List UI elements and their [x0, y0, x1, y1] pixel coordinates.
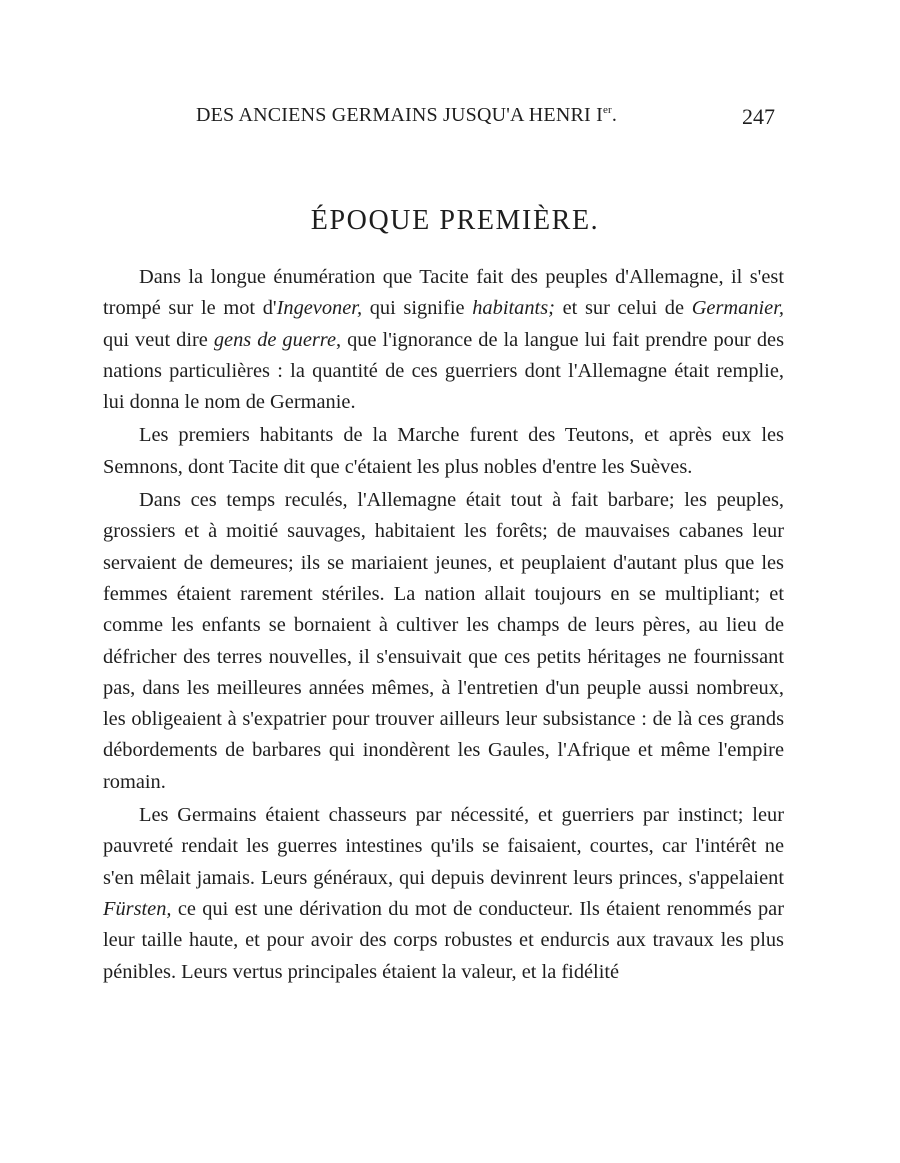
text-run: Les premiers habitants de la Marche furent des Teutons, et après eux les Semnons, dont Tacite dit que c'étaient les plus nobles d'entre les Suèves. — [103, 424, 784, 478]
text-run: , que l'ignorance de la langue lui fait prendre pour des nations particulières : la quantité de ces guerriers dont l'Allemagne était remplie, lui donna le nom de Germanie. — [103, 328, 785, 414]
text-run: ce qui est une dérivation du mot de conducteur. Ils étaient renommés par leur taille haute, et pour avoir des corps robustes et endurcis aux travaux les plus pénibles. Leurs vertus principales étaient la valeur, et la fidélité — [103, 897, 784, 983]
text-run: et sur celui de — [554, 297, 692, 320]
running-head-superscript: er — [602, 104, 612, 116]
paragraph-2 — [103, 420, 784, 483]
running-head-period: . — [611, 104, 618, 126]
paragraph-1 — [103, 262, 784, 418]
text-run: qui veut dire — [103, 328, 214, 351]
section-title: ÉPOQUE PREMIÈRE. — [310, 205, 600, 236]
text-run: Dans la longue énumération que Tacite fait des peuples d'Allemagne, il s'est trompé sur le mot d' — [103, 266, 784, 320]
paragraph-3 — [103, 485, 784, 798]
italic-term: Germanier, — [691, 297, 785, 320]
body-text — [103, 262, 784, 990]
page-header — [0, 100, 900, 134]
italic-term: habitants; — [472, 297, 555, 320]
italic-term: Fürsten, — [103, 897, 172, 920]
italic-term: Ingevoner, — [276, 297, 363, 320]
text-run: Dans ces temps reculés, l'Allemagne était tout à fait barbare; les peuples, grossiers et à moitié sauvages, habitaient les forêts; de mauvaises cabanes leur servaient de demeures; ils se mariaient jeunes, et peuplaient d'autant plus que les femmes étaient rarement stériles. La nation allait toujours en se multipliant; et comme les enfants se bornaient à cultiver les champs de leurs pères, au lieu de défricher des terres nouvelles, il s'ensuivait que ces petits héritages ne fournissant pas, dans les meilleures années mêmes, à l'entretien d'un peuple aussi nombreux, les obligeaient à s'expatrier pour trouver ailleurs leur subsistance : de là ces grands débordements de barbares qui inondèrent les Gaules, l'Afrique et même l'empire romain. — [103, 489, 784, 793]
text-run: Les Germains étaient chasseurs par nécessité, et guerriers par instinct; leur pauvreté rendait les guerres intestines qu'ils se faisaient, courtes, car l'intérêt ne s'en mêlait jamais. Leurs généraux, qui depuis devinrent leurs princes, s'appelaient — [103, 804, 784, 889]
paragraph-4 — [103, 800, 784, 988]
running-head-text: DES ANCIENS GERMAINS JUSQU'A HENRI I — [196, 104, 603, 126]
page-number: 247 — [742, 104, 775, 129]
italic-term: gens de guerre — [213, 328, 337, 351]
text-run: qui signifie — [362, 297, 473, 320]
running-head — [196, 104, 617, 127]
